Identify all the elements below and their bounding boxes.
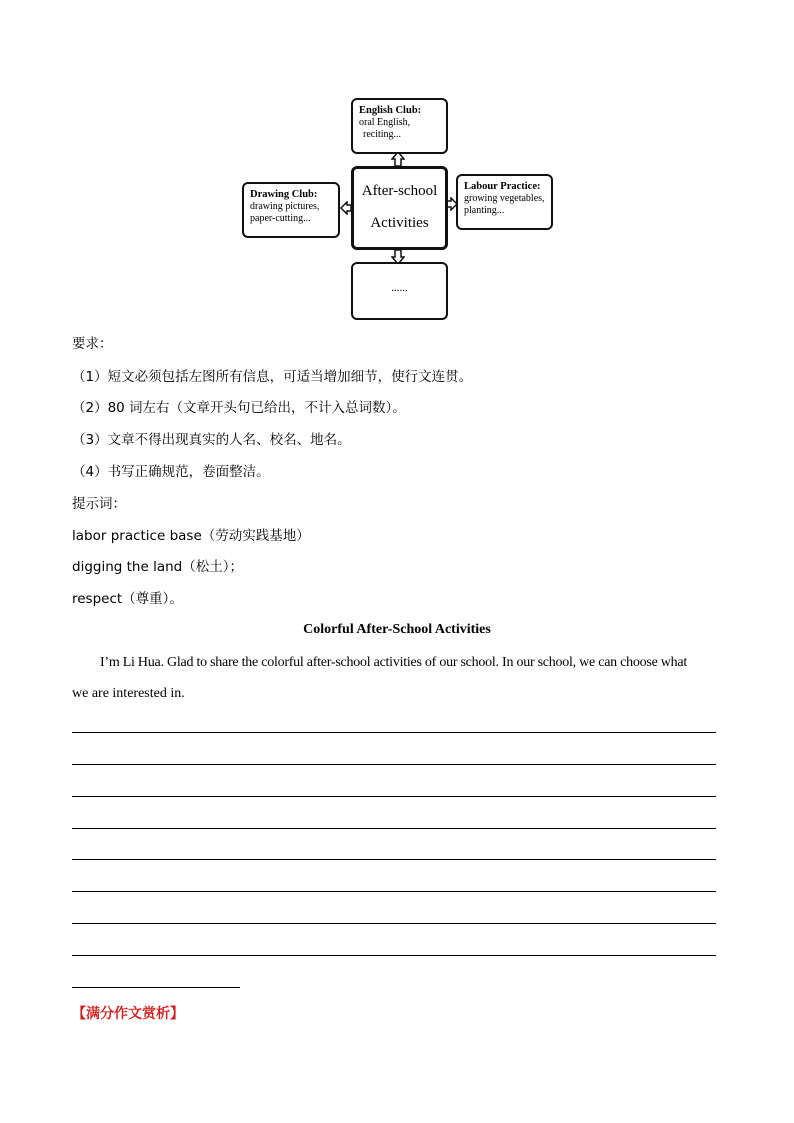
activities-diagram [238, 94, 558, 326]
hint-item: respect（尊重）。 [72, 591, 183, 607]
writing-line[interactable] [72, 891, 716, 892]
english-club-item: oral English, [359, 117, 411, 128]
english-club-item: reciting... [363, 129, 402, 140]
writing-line[interactable] [72, 764, 716, 765]
writing-line[interactable] [72, 923, 716, 924]
hints-heading: 提示词： [72, 496, 126, 512]
center-box [351, 166, 448, 250]
requirement-item: （3）文章不得出现真实的人名、校名、地名。 [72, 432, 351, 448]
writing-line[interactable] [72, 955, 716, 956]
section-label: 【满分作文赏析】 [72, 1006, 184, 1022]
requirement-item: （4）书写正确规范，卷面整洁。 [72, 464, 270, 480]
drawing-club-item: drawing pictures, [250, 201, 320, 212]
labour-practice-title: Labour Practice: [464, 181, 541, 192]
essay-opening-line: I’m Li Hua. Glad to share the colorful after-school activities of our school. In our school, we can choose what [100, 655, 687, 670]
blank-activity-ellipsis: ...... [391, 282, 408, 294]
english-club-box [351, 98, 448, 154]
center-title-line1: After-school [361, 183, 438, 199]
writing-line[interactable] [72, 859, 716, 860]
writing-line[interactable] [72, 732, 716, 733]
english-club-title: English Club: [359, 105, 422, 116]
blank-activity-box [351, 262, 448, 320]
writing-line[interactable] [72, 828, 716, 829]
hint-item: digging the land（松土）； [72, 559, 243, 575]
labour-practice-item: growing vegetables, [464, 193, 545, 204]
drawing-club-title: Drawing Club: [250, 189, 318, 200]
center-title-line2: Activities [370, 215, 429, 231]
requirements-heading: 要求： [72, 336, 113, 352]
essay-title: Colorful After-School Activities [303, 622, 491, 637]
hint-item: labor practice base（劳动实践基地） [72, 528, 310, 544]
essay-opening-line: we are interested in. [72, 686, 185, 701]
writing-line[interactable] [72, 796, 716, 797]
short-writing-line[interactable] [72, 987, 240, 988]
labour-practice-box [456, 174, 553, 230]
labour-practice-item: planting... [464, 205, 505, 216]
requirement-item: （1）短文必须包括左图所有信息，可适当增加细节，使行文连贯。 [72, 369, 473, 385]
drawing-club-item: paper-cutting... [250, 213, 311, 224]
drawing-club-box [242, 182, 340, 238]
requirement-item: （2）80 词左右（文章开头句已给出，不计入总词数）。 [72, 400, 406, 416]
